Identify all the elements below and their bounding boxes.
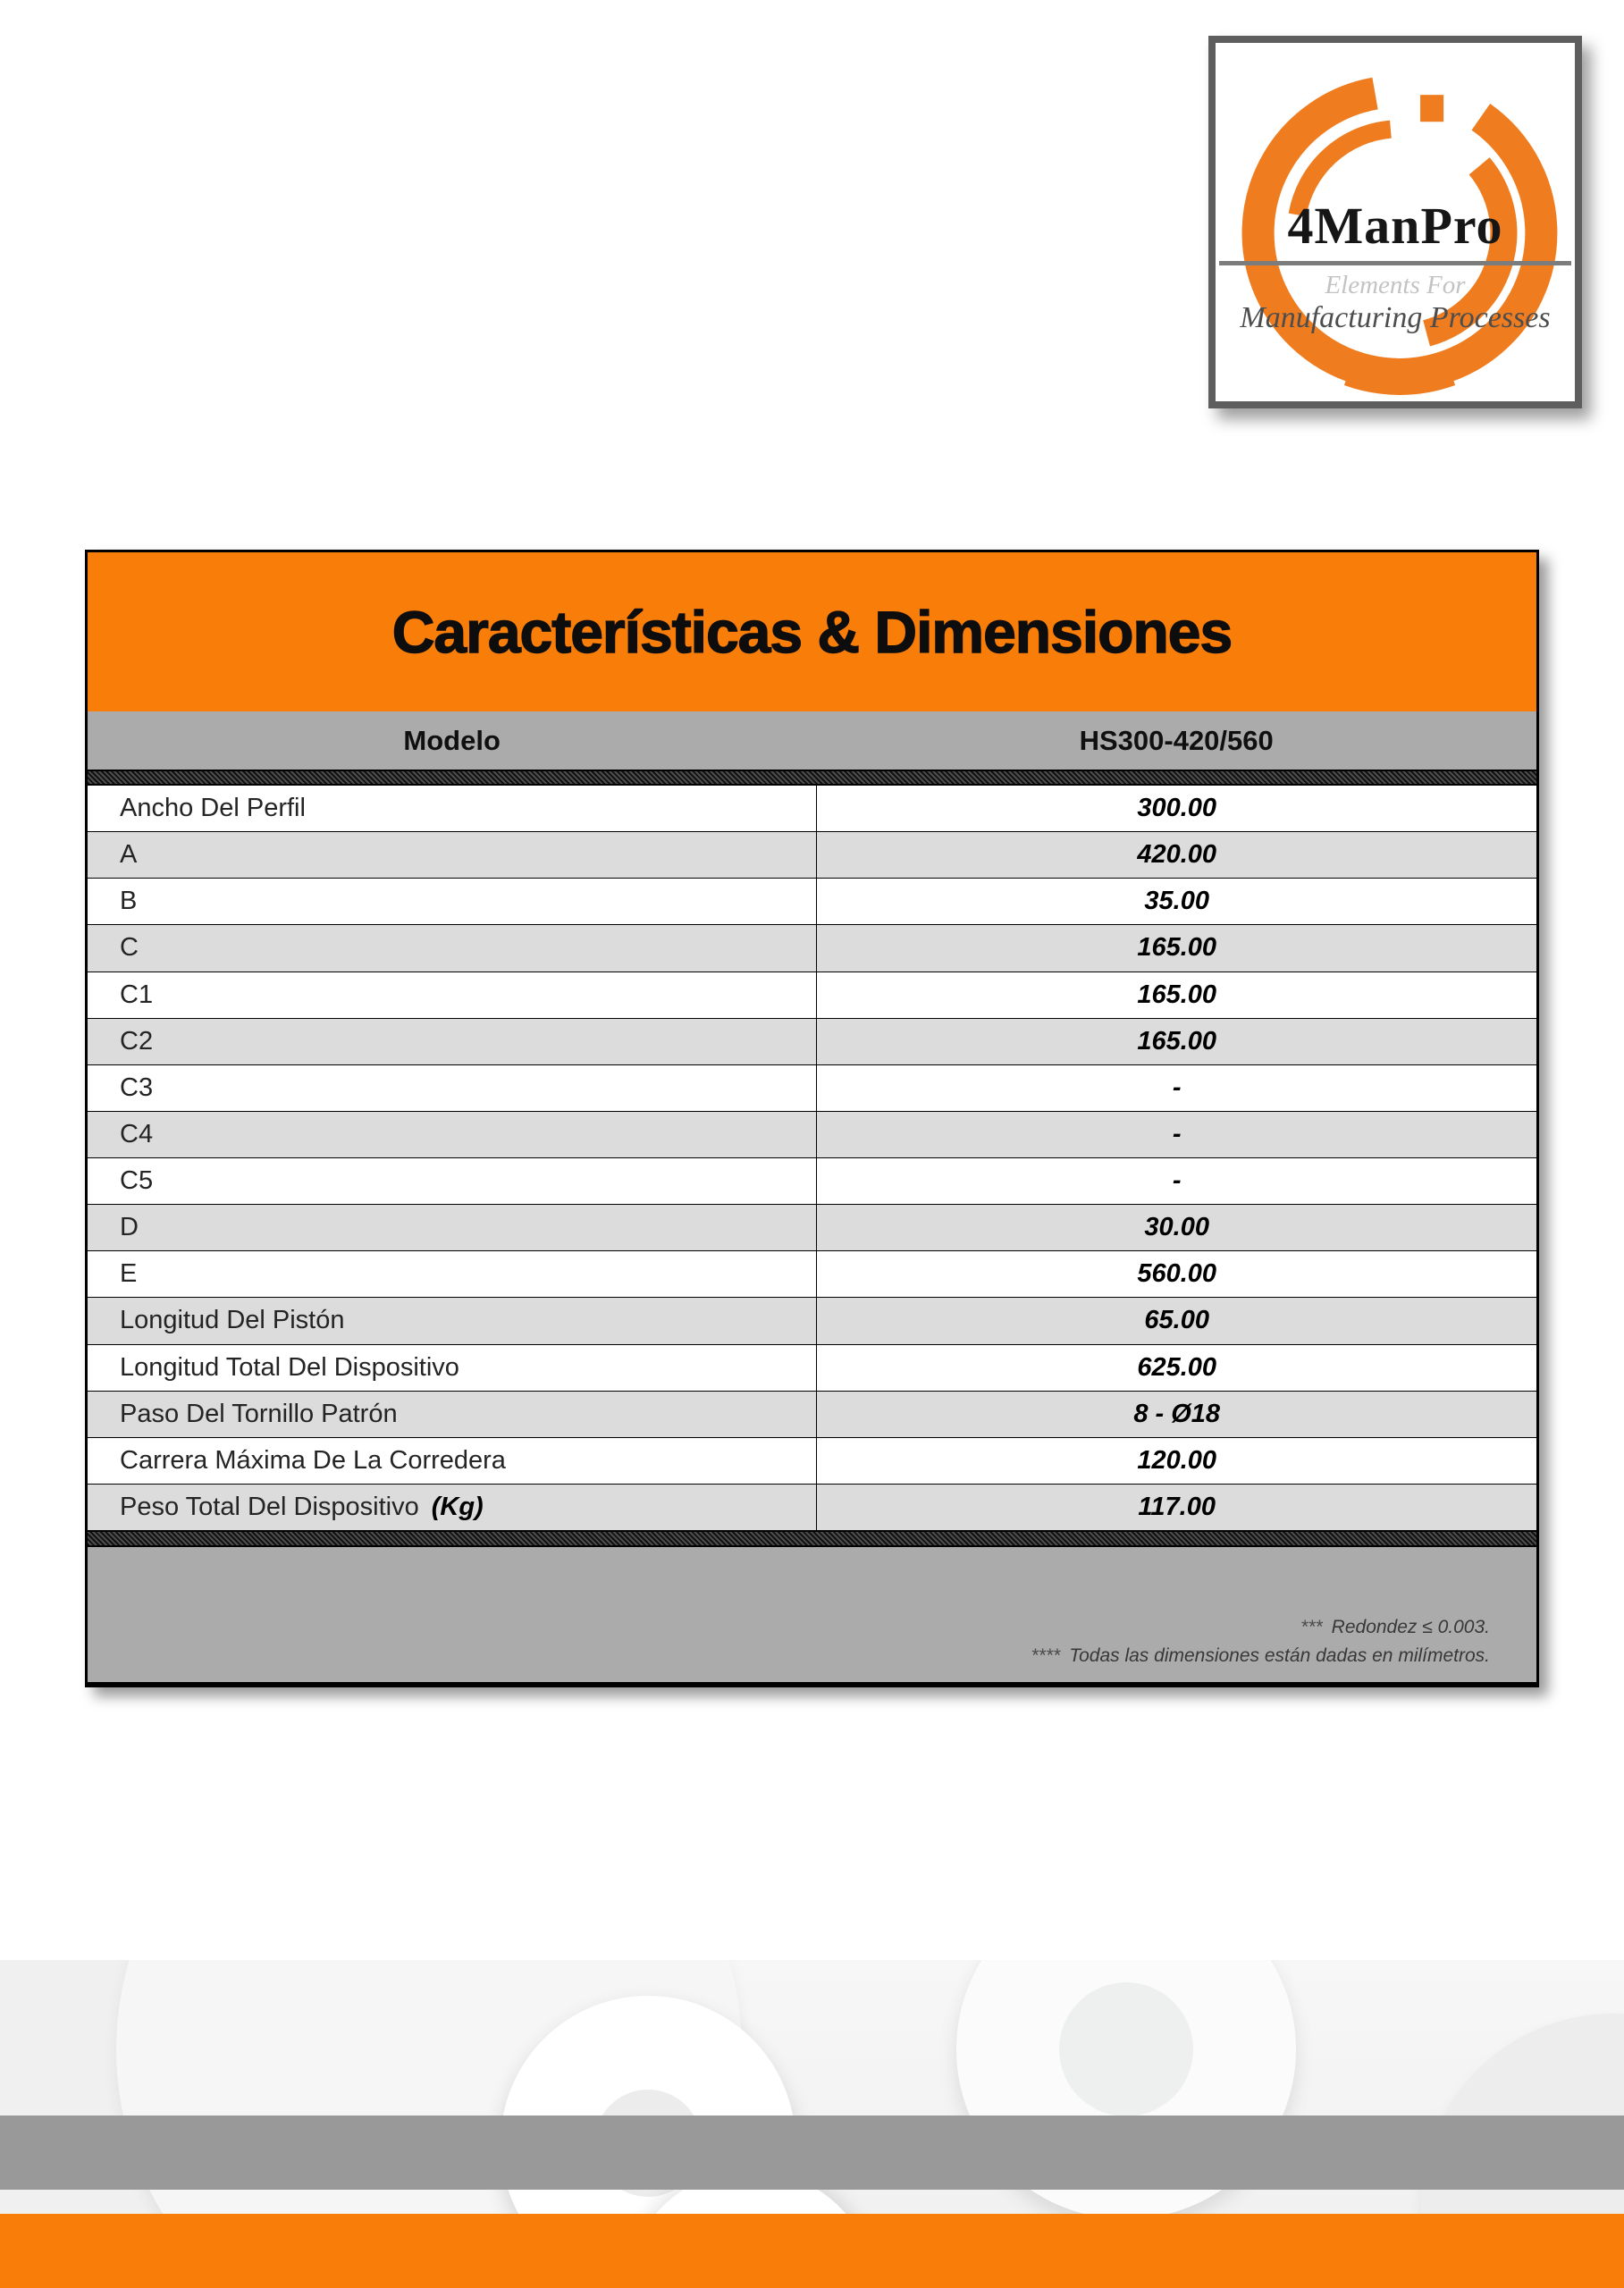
row-label: C1 bbox=[120, 980, 154, 1009]
row-label: C3 bbox=[120, 1072, 154, 1102]
table-footer bbox=[88, 1547, 1536, 1682]
row-label: Longitud Total Del Dispositivo bbox=[120, 1352, 459, 1382]
row-value: 420.00 bbox=[816, 832, 1536, 878]
table-row bbox=[88, 1157, 1536, 1204]
row-value: 35.00 bbox=[816, 879, 1536, 924]
model-label: Modelo bbox=[403, 724, 501, 756]
table-row bbox=[88, 1250, 1536, 1297]
row-label: D bbox=[120, 1213, 139, 1242]
row-label: Paso Del Tornillo Patrón bbox=[120, 1399, 398, 1428]
footer-orange-band bbox=[0, 2214, 1624, 2288]
row-value: 30.00 bbox=[816, 1205, 1536, 1250]
table-row bbox=[88, 1204, 1536, 1250]
page-title: Características & Dimensiones bbox=[391, 599, 1233, 665]
company-logo bbox=[1208, 36, 1582, 408]
table-row bbox=[88, 1018, 1536, 1064]
footer-decoration bbox=[0, 1960, 1624, 2288]
logo-tagline-line1: Elements For bbox=[1325, 271, 1466, 299]
table-row bbox=[88, 1064, 1536, 1111]
row-label: Carrera Máxima De La Corredera bbox=[120, 1445, 506, 1475]
table-row bbox=[88, 1484, 1536, 1530]
row-value: 165.00 bbox=[816, 1019, 1536, 1064]
table-row bbox=[88, 1344, 1536, 1391]
row-label-unit: (Kg) bbox=[431, 1492, 484, 1521]
row-label: C5 bbox=[120, 1166, 154, 1196]
table-row bbox=[88, 972, 1536, 1018]
row-label: Peso Total Del Dispositivo (Kg) bbox=[120, 1492, 484, 1521]
table-title-band bbox=[88, 552, 1536, 711]
hatched-separator-top bbox=[88, 770, 1536, 786]
logo-tagline-line2: Manufacturing Processes bbox=[1240, 301, 1551, 334]
row-label: C2 bbox=[120, 1026, 154, 1056]
spec-table bbox=[85, 550, 1539, 1687]
row-value: 165.00 bbox=[816, 925, 1536, 971]
row-value: - bbox=[816, 1158, 1536, 1204]
table-row bbox=[88, 831, 1536, 878]
footnote-stars: **** bbox=[1031, 1645, 1061, 1667]
row-value: 625.00 bbox=[816, 1345, 1536, 1391]
brand-divider bbox=[1219, 261, 1571, 265]
footnote-text: Todas las dimensiones están dadas en milímetros. bbox=[1069, 1645, 1490, 1667]
row-label: C bbox=[120, 933, 139, 963]
table-row bbox=[88, 924, 1536, 971]
table-row bbox=[88, 786, 1536, 831]
row-value: 120.00 bbox=[816, 1438, 1536, 1484]
row-value: 300.00 bbox=[816, 786, 1536, 831]
footnote-text: Redondez ≤ 0.003. bbox=[1331, 1616, 1490, 1637]
model-value: HS300-420/560 bbox=[1079, 724, 1274, 756]
row-label: E bbox=[120, 1259, 138, 1289]
model-header-row bbox=[88, 711, 1536, 770]
hatched-separator-bottom bbox=[88, 1530, 1536, 1547]
row-value: - bbox=[816, 1112, 1536, 1157]
spec-rows bbox=[88, 786, 1536, 1530]
row-value: 560.00 bbox=[816, 1251, 1536, 1297]
row-value: 8 - Ø18 bbox=[816, 1392, 1536, 1437]
row-label: C4 bbox=[120, 1119, 154, 1148]
table-row bbox=[88, 1391, 1536, 1437]
row-value: 65.00 bbox=[816, 1298, 1536, 1343]
brand-name: 4ManPro bbox=[1287, 197, 1503, 255]
row-value: - bbox=[816, 1065, 1536, 1111]
table-row bbox=[88, 878, 1536, 924]
row-label: Longitud Del Pistón bbox=[120, 1306, 345, 1335]
footnote-units bbox=[1031, 1642, 1490, 1671]
row-label: B bbox=[120, 887, 138, 916]
footer-gray-band bbox=[0, 2116, 1624, 2190]
row-value: 117.00 bbox=[816, 1485, 1536, 1530]
row-label: Ancho Del Perfil bbox=[120, 794, 306, 823]
table-row bbox=[88, 1297, 1536, 1343]
table-row bbox=[88, 1437, 1536, 1484]
table-row bbox=[88, 1111, 1536, 1157]
row-label: A bbox=[120, 840, 138, 870]
footnotes bbox=[1031, 1613, 1490, 1671]
footnote-roundness bbox=[1031, 1613, 1490, 1643]
row-value: 165.00 bbox=[816, 972, 1536, 1018]
footnote-stars: *** bbox=[1300, 1616, 1323, 1637]
